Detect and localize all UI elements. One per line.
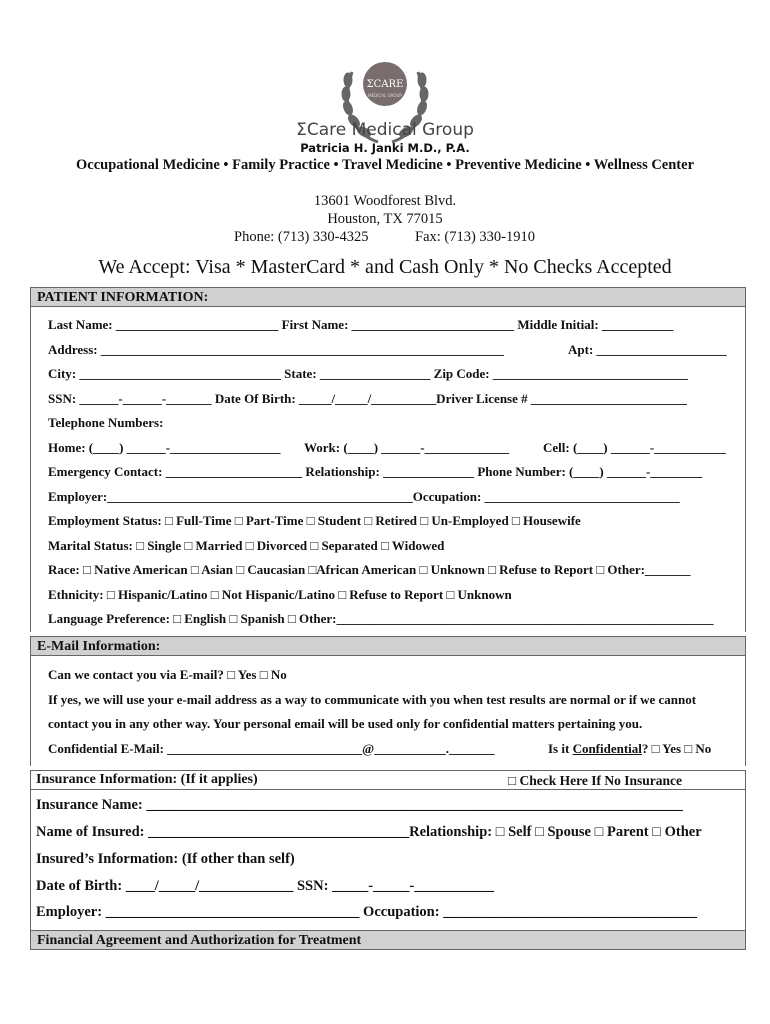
email-notice-line-1: If yes, we will use your e-mail address as a way to communicate with you when test results are normal or if we cannot (48, 692, 697, 707)
address-field[interactable]: Address: ______________________________________________________________ (48, 342, 504, 357)
apt-field[interactable]: Apt: ____________________ (568, 342, 727, 357)
financial-agreement-header: Financial Agreement and Authorization for Treatment (30, 930, 746, 950)
employer-occupation-row[interactable]: Employer:_______________________________________________Occupation: ______________________________ (48, 489, 680, 504)
emergency-contact-row[interactable]: Emergency Contact: _____________________ Relationship: ______________ Phone Number: (____) ______-________ (48, 464, 703, 479)
is-confidential-choice[interactable]: Is it Confidential? □ Yes □ No (548, 741, 712, 756)
insured-name-relationship-row[interactable]: Name of Insured: ____________________________________Relationship: □ Self □ Spouse □ Parent □ Other (36, 824, 702, 840)
city-state: Houston, TX 77015 (327, 211, 443, 227)
doctor-name: Patricia H. Janki M.D., P.A. (300, 141, 470, 155)
email-notice-line-2: contact you in any other way. Your personal email will be used only for confidential matters pertaining you. (48, 716, 643, 731)
payment-notice: We Accept: Visa * MasterCard * and Cash Only * No Checks Accepted (98, 256, 672, 278)
race-row[interactable]: Race: □ Native American □ Asian □ Caucasian □African American □ Unknown □ Refuse to Report □ Other:_______ (48, 562, 691, 577)
name-row[interactable]: Last Name: _________________________ First Name: _________________________ Middle Initial: ___________ (48, 317, 674, 332)
svg-text:MEDICAL GROUP: MEDICAL GROUP (368, 93, 402, 98)
phone: Phone: (713) 330-4325 (234, 229, 369, 245)
street-address: 13601 Woodforest Blvd. (313, 193, 457, 209)
city-state-zip-row[interactable]: City: _______________________________ State: _________________ Zip Code: ______________________________ (48, 366, 688, 381)
language-row[interactable]: Language Preference: □ English □ Spanish □ Other:__________________________________________________________ (48, 611, 714, 626)
email-info-header: E-Mail Information: (30, 636, 746, 656)
insured-info-label: Insured’s Information: (If other than self) (36, 851, 295, 867)
group-name: ΣCare Medical Group (296, 120, 474, 140)
home-phone-field[interactable]: Home: (____) ______-_________________ (48, 440, 281, 455)
specialties: Occupational Medicine • Family Practice • Travel Medicine • Preventive Medicine • Wellness Center (75, 157, 695, 173)
insured-employer-occupation-row[interactable]: Employer: ___________________________________ Occupation: ___________________________________ (36, 904, 697, 920)
work-phone-field[interactable]: Work: (____) ______-_____________ (304, 440, 510, 455)
insured-dob-ssn-row[interactable]: Date of Birth: ____/_____/_____________ SSN: _____-_____-___________ (36, 878, 494, 894)
ethnicity-row[interactable]: Ethnicity: □ Hispanic/Latino □ Not Hispanic/Latino □ Refuse to Report □ Unknown (48, 587, 512, 602)
employment-status-row[interactable]: Employment Status: □ Full-Time □ Part-Time □ Student □ Retired □ Un-Employed □ Housewife (48, 513, 581, 528)
ssn-dob-license-row[interactable]: SSN: ______-______-_______ Date Of Birth: _____/_____/__________Driver License # ________________________ (48, 391, 687, 406)
svg-text:ΣCARE: ΣCARE (366, 79, 404, 90)
patient-info-header: PATIENT INFORMATION: (30, 287, 746, 307)
insurance-info-header: Insurance Information: (If it applies) (36, 772, 258, 787)
fax: Fax: (713) 330-1910 (415, 229, 536, 245)
cell-phone-field[interactable]: Cell: (____) ______-___________ (543, 440, 726, 455)
no-insurance-checkbox[interactable]: □ Check Here If No Insurance (508, 773, 683, 788)
telephone-label: Telephone Numbers: (48, 415, 164, 430)
insurance-name-field[interactable]: Insurance Name: __________________________________________________________________________ (36, 797, 683, 813)
email-contact-consent[interactable]: Can we contact you via E-mail? □ Yes □ No (48, 667, 287, 682)
marital-status-row[interactable]: Marital Status: □ Single □ Married □ Divorced □ Separated □ Widowed (48, 538, 445, 553)
confidential-email-field[interactable]: Confidential E-Mail: ______________________________@___________._______ (48, 741, 495, 756)
